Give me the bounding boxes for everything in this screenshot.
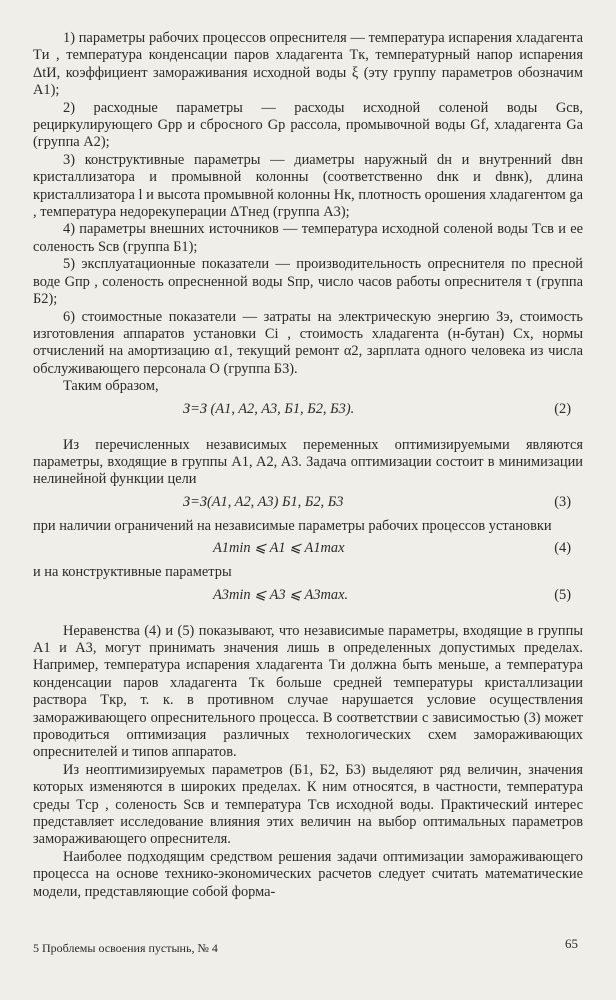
paragraph: Из неоптимизируемых параметров (Б1, Б2, Б3) выделяют ряд величин, значения которых изменяются в широких пределах. К ним относятся, в частности, температура среды Tср , соленость Sсв и температура Tсв исходной воды. Практический интерес представляет исследование влияния этих величин на выбор оптимальных параметров замораживающего опреснителя. [33,761,583,848]
equation-4 [33,539,583,558]
equation-5 [33,586,583,605]
paragraph: Наиболее подходящим средством решения задачи оптимизации замораживающего процесса на основе технико-экономических расчетов следует считать математические модели, представляющие собой форма- [33,848,583,900]
equation-number: (5) [554,586,571,603]
body-text [33,30,583,901]
equation-formula: A1min ⩽ A1 ⩽ A1max [213,540,345,557]
paragraph: и на конструктивные параметры [33,564,232,581]
paragraph: Неравенства (4) и (5) показывают, что независимые параметры, входящие в группы A1 и A3, могут принимать значения лишь в определенных допустимых пределах. Например, температура испарения хладагента Tи должна быть меньше, а температура конденсации паров хладагента Tк больше средней температуры кристаллизации раствора Tкр, т. к. в противном случае нарушается условие осуществления замораживающего опреснительного процесса. В соответствии с зависимостью (3) может проводиться оптимизация различных технологических схем замораживающих опреснителей и типов аппаратов. [33,622,583,761]
equation-number: (2) [554,400,571,417]
equation-number: (3) [554,493,571,510]
footer-journal: 5 Проблемы освоения пустынь, № 4 [33,941,218,955]
paragraph: 6) стоимостные показатели — затраты на электрическую энергию Зэ, стоимость изготовления аппаратов установки Ci , стоимость хладагента (н-бутан) Cх, нормы отчислений на амортизацию α1, текущий ремонт α2, зарплата одного человека из числа обслуживающего персонала O (группа Б3). [33,308,583,377]
paragraph: 5) эксплуатационные показатели — производительность опреснителя по пресной воде Gпр , соленость опресненной воды Sпр, число часов работы опреснителя τ (группа Б2); [33,256,583,308]
page-number: 65 [565,936,578,951]
equation-formula: З=З(A1, A2, A3) Б1, Б2, Б3 [183,493,344,510]
paragraph: 4) параметры внешних источников — температура исходной соленой воды Tсв и ее соленость Sсв (группа Б1); [33,221,583,255]
paragraph: Таким образом, [63,378,159,395]
paragraph: 1) параметры рабочих процессов опреснителя — температура испарения хладагента Tи , температура конденсации паров хладагента Tк, температурный напор испарения ΔtИ, коэффициент замораживания исходной воды ξ (эту группу параметров обозначим A1); [33,30,583,99]
paragraph: 2) расходные параметры — расходы исходной соленой воды Gсв, рециркулирующего Gpр и сбросного Gр рассола, промывочной воды Gf, хладагента Gа (группа A2); [33,99,583,151]
equation-3 [33,493,583,512]
paragraph: при наличии ограничений на независимые параметры рабочих процессов установки [33,517,552,534]
equation-formula: A3min ⩽ A3 ⩽ A3max. [213,586,349,603]
paragraph: 3) конструктивные параметры — диаметры наружный dн и внутренний dвн кристаллизатора и промывной колонны (соответственно dнк и dвнк), длина кристаллизатора l и высота промывной колонны Hк, плотность орошения хладагентом gа , температура недорекуперации ΔTнед (группа A3); [33,151,583,221]
equation-number: (4) [554,540,571,557]
equation-2 [33,400,583,419]
paragraph: Из перечисленных независимых переменных оптимизируемыми являются параметры, входящие в группы A1, A2, A3. Задача оптимизации состоит в минимизации нелинейной функции цели [33,436,583,488]
equation-formula: З=З (A1, A2, A3, Б1, Б2, Б3). [183,400,355,417]
